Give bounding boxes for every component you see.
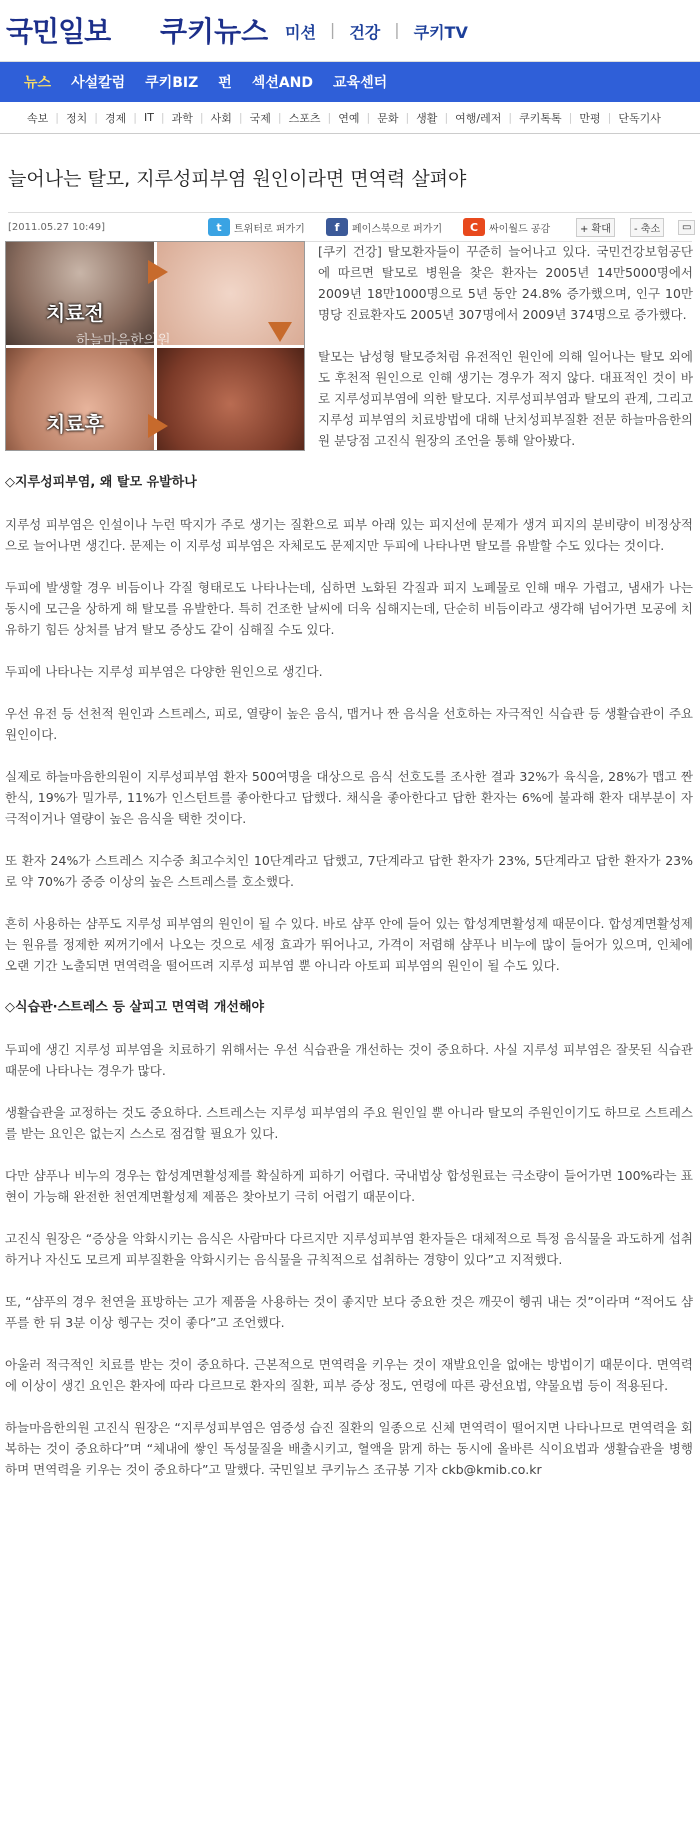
share-cyworld[interactable] <box>463 218 550 236</box>
paragraph-12: 고진식 원장은 “증상을 악화시키는 음식은 사람마다 다르지만 지루성피부염 환자들은 대체적으로 특정 음식물을 과도하게 섭취하거나 자신도 모르게 피부질환을 악화시키는 음식물을 규칙적으로 섭취하는 경향이 있다”고 지적했다. <box>5 1231 693 1267</box>
share-facebook[interactable] <box>326 218 442 236</box>
article-toolbar <box>8 212 692 242</box>
zoom-out-button[interactable]: - 축소 <box>630 218 664 237</box>
lnb-sports[interactable]: 스포츠 <box>288 111 321 125</box>
lnb-travel[interactable]: 여행/레저 <box>455 111 502 125</box>
print-icon[interactable]: ▭ <box>678 220 695 235</box>
paragraph-7: 또 환자 24%가 스트레스 지수중 최고수치인 10단계라고 답했고, 7단계라고 답한 환자가 23%, 5단계라고 답한 환자가 23%로 약 70%가 중증 이상의 높은 스트레스를 호소했다. <box>5 853 693 889</box>
site-link-mission[interactable]: 미션 <box>285 23 316 42</box>
site-links <box>285 20 468 43</box>
divider: | <box>366 111 371 124</box>
lnb-breaking[interactable]: 속보 <box>27 111 49 125</box>
divider: | <box>607 111 612 124</box>
paragraph-6: 실제로 하늘마음한의원이 지루성피부염 환자 500여명을 대상으로 음식 선호도를 조사한 결과 32%가 육식을, 28%가 맵고 짠 한식, 19%가 밀가루, 11%가 인스턴트를 좋아한다고 답했다. 채식을 좋아한다고 답한 환자는 6%에 불과해 환자 대부분이 자극적이거나 열량이 높은 음식을 택한 것이다. <box>5 769 693 826</box>
lnb-culture[interactable]: 문화 <box>377 111 399 125</box>
divider: | <box>277 111 282 124</box>
share-twitter[interactable] <box>208 218 305 236</box>
divider: | <box>394 20 400 39</box>
kmib-logo[interactable] <box>6 10 110 50</box>
subheading-1: ◇지루성피부염, 왜 탈모 유발하나 <box>5 475 197 490</box>
lnb-it[interactable]: IT <box>143 111 154 124</box>
lnb-society[interactable]: 사회 <box>210 111 232 125</box>
paragraph-intro: [쿠키 건강] 탈모환자들이 꾸준히 늘어나고 있다. 국민건강보험공단에 따르면 탈모로 병원을 찾은 환자는 2005년 14만5000명에서 2009년 18만1000명으로 5년 동안 24.8% 증가했으며, 인구 10만 명당 진료환자도 2005년 307명에서 2009년 374명으로 증가했다. <box>318 244 693 322</box>
article-date: [2011.05.27 10:49] <box>8 221 106 233</box>
paragraph-3: 두피에 발생할 경우 비듬이나 각질 형태로도 나타나는데, 심하면 노화된 각질과 피지 노폐물로 인해 매우 가렵고, 냄새가 나는 동시에 모근을 상하게 해 탈모를 유발한다. 특히 건조한 날씨에 더욱 심해지는데, 단순히 비듬이라고 생각해 넘어가면 모공에 치유하기 힘든 상처를 남겨 탈모 증상도 같이 심해질 수도 있다. <box>5 580 693 637</box>
category-nav <box>0 102 700 134</box>
arrow-right-icon <box>148 414 168 438</box>
divider: | <box>94 111 98 124</box>
divider: | <box>133 111 137 124</box>
divider: | <box>160 111 165 124</box>
lnb-cartoon[interactable]: 만평 <box>579 111 601 125</box>
label-before: 치료전 <box>46 301 104 325</box>
lnb-entertainment[interactable]: 연예 <box>338 111 360 125</box>
gnb-education[interactable]: 교육센터 <box>333 75 388 91</box>
lnb-exclusive[interactable]: 단독기사 <box>618 111 661 125</box>
divider: | <box>405 111 410 124</box>
global-nav <box>0 62 700 102</box>
paragraph-9: 두피에 생긴 지루성 피부염을 치료하기 위해서는 우선 식습관을 개선하는 것이 중요하다. 사실 지루성 피부염은 잘못된 식습관 때문에 나타나는 경우가 많다. <box>5 1042 693 1078</box>
article-photo <box>5 241 305 451</box>
photo-after-top <box>6 348 154 451</box>
subheading-2: ◇식습관·스트레스 등 살피고 면역력 개선해야 <box>5 1000 265 1015</box>
divider: | <box>508 111 513 124</box>
paragraph-1: 탈모는 남성형 탈모증처럼 유전적인 원인에 의해 일어나는 탈모 외에도 후천적 원인으로 인해 생기는 경우가 적지 않다. 대표적인 것이 바로 지루성피부염에 의한 탈모다. 지루성피부염과 탈모의 관계, 그리고 지루성 피부염의 치료방법에 대해 난치성피부질환 전문 하늘마음한의원 분당점 고진식 원장의 조언을 통해 알아봤다. <box>318 349 693 448</box>
photo-after-closeup <box>157 348 305 451</box>
share-cyworld-label: 싸이월드 공감 <box>489 223 551 235</box>
lnb-politics[interactable]: 정치 <box>65 111 88 125</box>
divider: | <box>329 20 336 39</box>
masthead <box>0 0 700 62</box>
paragraph-11: 다만 샴푸나 비누의 경우는 합성계면활성제를 확실하게 피하기 어렵다. 국내법상 합성원료는 극소량이 들어가면 100%라는 표현이 가능해 완전한 천연계면활성제 제품은 찾아보기 극히 어렵기 때문이다. <box>5 1168 693 1204</box>
lnb-world[interactable]: 국제 <box>249 111 271 125</box>
divider: | <box>327 111 332 124</box>
paragraph-14: 아울러 적극적인 치료를 받는 것이 중요하다. 근본적으로 면역력을 키우는 것이 재발요인을 없애는 방법이기 때문이다. 면역력에 이상이 생긴 요인은 환자에 따라 다르므로 환자의 질환, 피부 증상 정도, 연령에 따른 광선요법, 약물요법 등이 적용된다. <box>5 1357 693 1393</box>
site-link-health[interactable]: 건강 <box>349 23 381 42</box>
facebook-icon: f <box>326 218 348 236</box>
article-title: 늘어나는 탈모, 지루성피부염 원인이라면 면역력 살펴야 <box>8 168 467 190</box>
share-twitter-label: 트위터로 퍼가기 <box>234 223 305 235</box>
share-facebook-label: 페이스북으로 퍼가기 <box>352 223 443 235</box>
divider: | <box>568 111 573 124</box>
kukinews-logo-text: 쿠키뉴스 <box>160 15 269 48</box>
cyworld-icon: C <box>463 218 485 236</box>
divider: | <box>199 111 204 124</box>
paragraph-13: 또, “샴푸의 경우 천연을 표방하는 고가 제품을 사용하는 것이 좋지만 보다 중요한 것은 깨끗이 헹궈 내는 것”이라며 “적어도 샴푸를 한 뒤 3분 이상 헹구는 것이 좋다”고 조언했다. <box>5 1294 693 1330</box>
kukinews-logo[interactable] <box>160 10 268 50</box>
photo-watermark: 하늘마음한의원 <box>76 333 171 349</box>
divider: | <box>238 111 243 124</box>
gnb-section-and[interactable]: 섹션AND <box>251 75 314 91</box>
site-link-kukitv[interactable]: 쿠키TV <box>413 23 468 42</box>
paragraph-4: 두피에 나타나는 지루성 피부염은 다양한 원인으로 생긴다. <box>5 664 323 679</box>
lnb-economy[interactable]: 경제 <box>104 111 127 125</box>
gnb-fun[interactable]: 펀 <box>218 75 232 91</box>
lnb-kukitoktok[interactable]: 쿠키톡톡 <box>519 111 562 125</box>
arrow-down-icon <box>268 322 292 342</box>
paragraph-5: 우선 유전 등 선천적 원인과 스트레스, 피로, 열량이 높은 음식, 맵거나 짠 음식을 선호하는 자극적인 식습관 등 생활습관이 주요 원인이다. <box>5 706 693 742</box>
divider: | <box>55 111 59 124</box>
twitter-icon: t <box>208 218 230 236</box>
zoom-in-button[interactable]: + 확대 <box>576 218 615 237</box>
gnb-news[interactable]: 뉴스 <box>24 75 52 91</box>
paragraph-2: 지루성 피부염은 인설이나 누런 딱지가 주로 생기는 질환으로 피부 아래 있는 피지선에 문제가 생겨 피지의 분비량이 비정상적으로 늘어나면 생긴다. 문제는 이 지루성 피부염은 자체로도 문제지만 두피에 나타나면 탈모를 유발할 수도 있다는 것이다. <box>5 517 693 553</box>
gnb-editorial[interactable]: 사설칼럼 <box>71 75 126 91</box>
kmib-logo-text: 국민일보 <box>6 15 111 48</box>
lnb-science[interactable]: 과학 <box>171 111 193 125</box>
label-after: 치료후 <box>46 411 104 436</box>
paragraph-8: 흔히 사용하는 샴푸도 지루성 피부염의 원인이 될 수 있다. 바로 샴푸 안에 들어 있는 합성계면활성제 때문이다. 합성계면활성제는 원유를 정제한 찌꺼기에서 나오는 것으로 세정 효과가 뛰어나고, 가격이 저렴해 샴푸나 비누에 많이 들어가 있으며, 인체에 오랜 기간 노출되면 면역력을 떨어뜨려 지루성 피부염 뿐 아니라 아토피 피부염의 원인이 될 수도 있다. <box>5 916 693 973</box>
arrow-right-icon <box>148 260 168 284</box>
divider: | <box>444 111 449 124</box>
gnb-kukibiz[interactable]: 쿠키BIZ <box>145 75 199 91</box>
lnb-life[interactable]: 생활 <box>416 111 438 125</box>
paragraph-15: 하늘마음한의원 고진식 원장은 “지루성피부염은 염증성 습진 질환의 일종으로 신체 면역력이 떨어지면 나타나므로 면역력을 회복하는 것이 중요하다”며 “체내에 쌓인 독성물질을 배출시키고, 혈액을 맑게 하는 동시에 올바른 식이요법과 생활습관을 병행하며 면역력을 키우는 것이 중요하다”고 말했다. 국민일보 쿠키뉴스 조규봉 기자 ckb@kmib.co.kr <box>5 1420 693 1477</box>
paragraph-10: 생활습관을 교정하는 것도 중요하다. 스트레스는 지루성 피부염의 주요 원인일 뿐 아니라 탈모의 주원인이기도 하므로 스트레스를 받는 요인은 없는지 스스로 점검할 필요가 있다. <box>5 1105 693 1141</box>
